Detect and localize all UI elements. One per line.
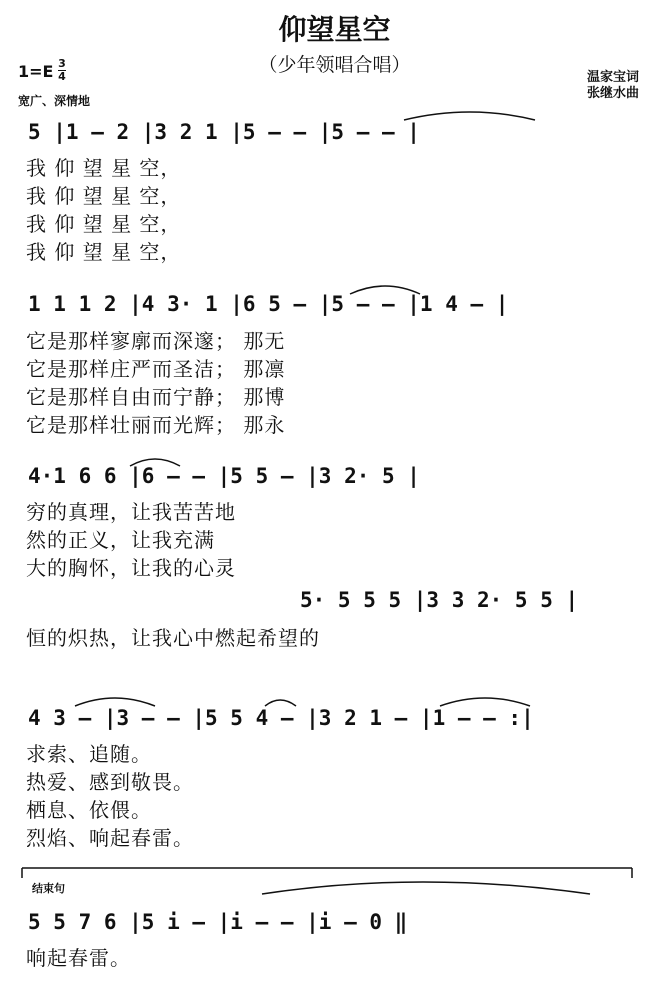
lyric-line: 它是那样自由而宁静； 那博 [26,385,286,409]
lyric-line: 我 仰 望 星 空， [26,212,182,236]
notes-line: 1 1 1 2 |4 3· 1 |6 5 – |5 – – |1 4 – | [28,292,509,316]
lyric-line: 它是那样庄严而圣洁； 那凛 [26,357,286,381]
lyric-line: 穷的真理，让我苦苦地 [26,500,236,524]
song-subtitle: （少年领唱合唱） [258,54,411,76]
notes-line: 4·1 6 6 |6 – – |5 5 – |3 2· 5 | [28,464,420,488]
lyric-line: 它是那样壮丽而光辉； 那永 [26,413,286,437]
time-signature [58,58,66,83]
key-signature: 1=E [18,62,54,81]
notes-line: 5 5 7 6 |5 i – |i – – |i – 0 ‖ [28,910,408,934]
lyric-line: 我 仰 望 星 空， [26,156,182,180]
lyric-line: 我 仰 望 星 空， [26,240,182,264]
notes-line: 5 |1 – 2 |3 2 1 |5 – – |5 – – | [28,120,420,144]
lyric-line: 栖息、依偎。 [26,798,152,822]
slur-mark [440,698,530,706]
notes-line: 4 3 – |3 – – |5 5 4 – |3 2 1 – |1 – – :| [28,706,534,730]
lyric-line: 响起春雷。 [26,946,131,970]
lyricist-credit: 温家宝词 [586,70,639,85]
meter-bottom: 4 [58,70,66,83]
coda-marker: 结束句 [32,882,65,895]
slur-mark [75,698,155,706]
lyric-line: 恒的炽热，让我心中燃起希望的 [26,626,320,650]
song-title: 仰望星空 [278,13,391,46]
slur-mark [404,112,535,120]
tempo-marking: 宽广、深情地 [18,94,91,108]
notes-line-alt: 5· 5 5 5 |3 3 2· 5 5 | [300,588,579,612]
lyric-line: 大的胸怀，让我的心灵 [26,556,236,580]
composer-credit: 张继水曲 [586,86,639,101]
lyric-line: 热爱、感到敬畏。 [26,770,194,794]
lyric-line: 求索、追随。 [26,742,152,766]
meter-top: 3 [58,57,66,70]
lyric-line: 然的正义，让我充满 [26,528,215,552]
lyric-line: 烈焰、响起春雷。 [26,826,194,850]
lyric-line: 我 仰 望 星 空， [26,184,182,208]
slur-mark [262,882,590,894]
lyric-line: 它是那样寥廓而深邃； 那无 [26,329,286,353]
